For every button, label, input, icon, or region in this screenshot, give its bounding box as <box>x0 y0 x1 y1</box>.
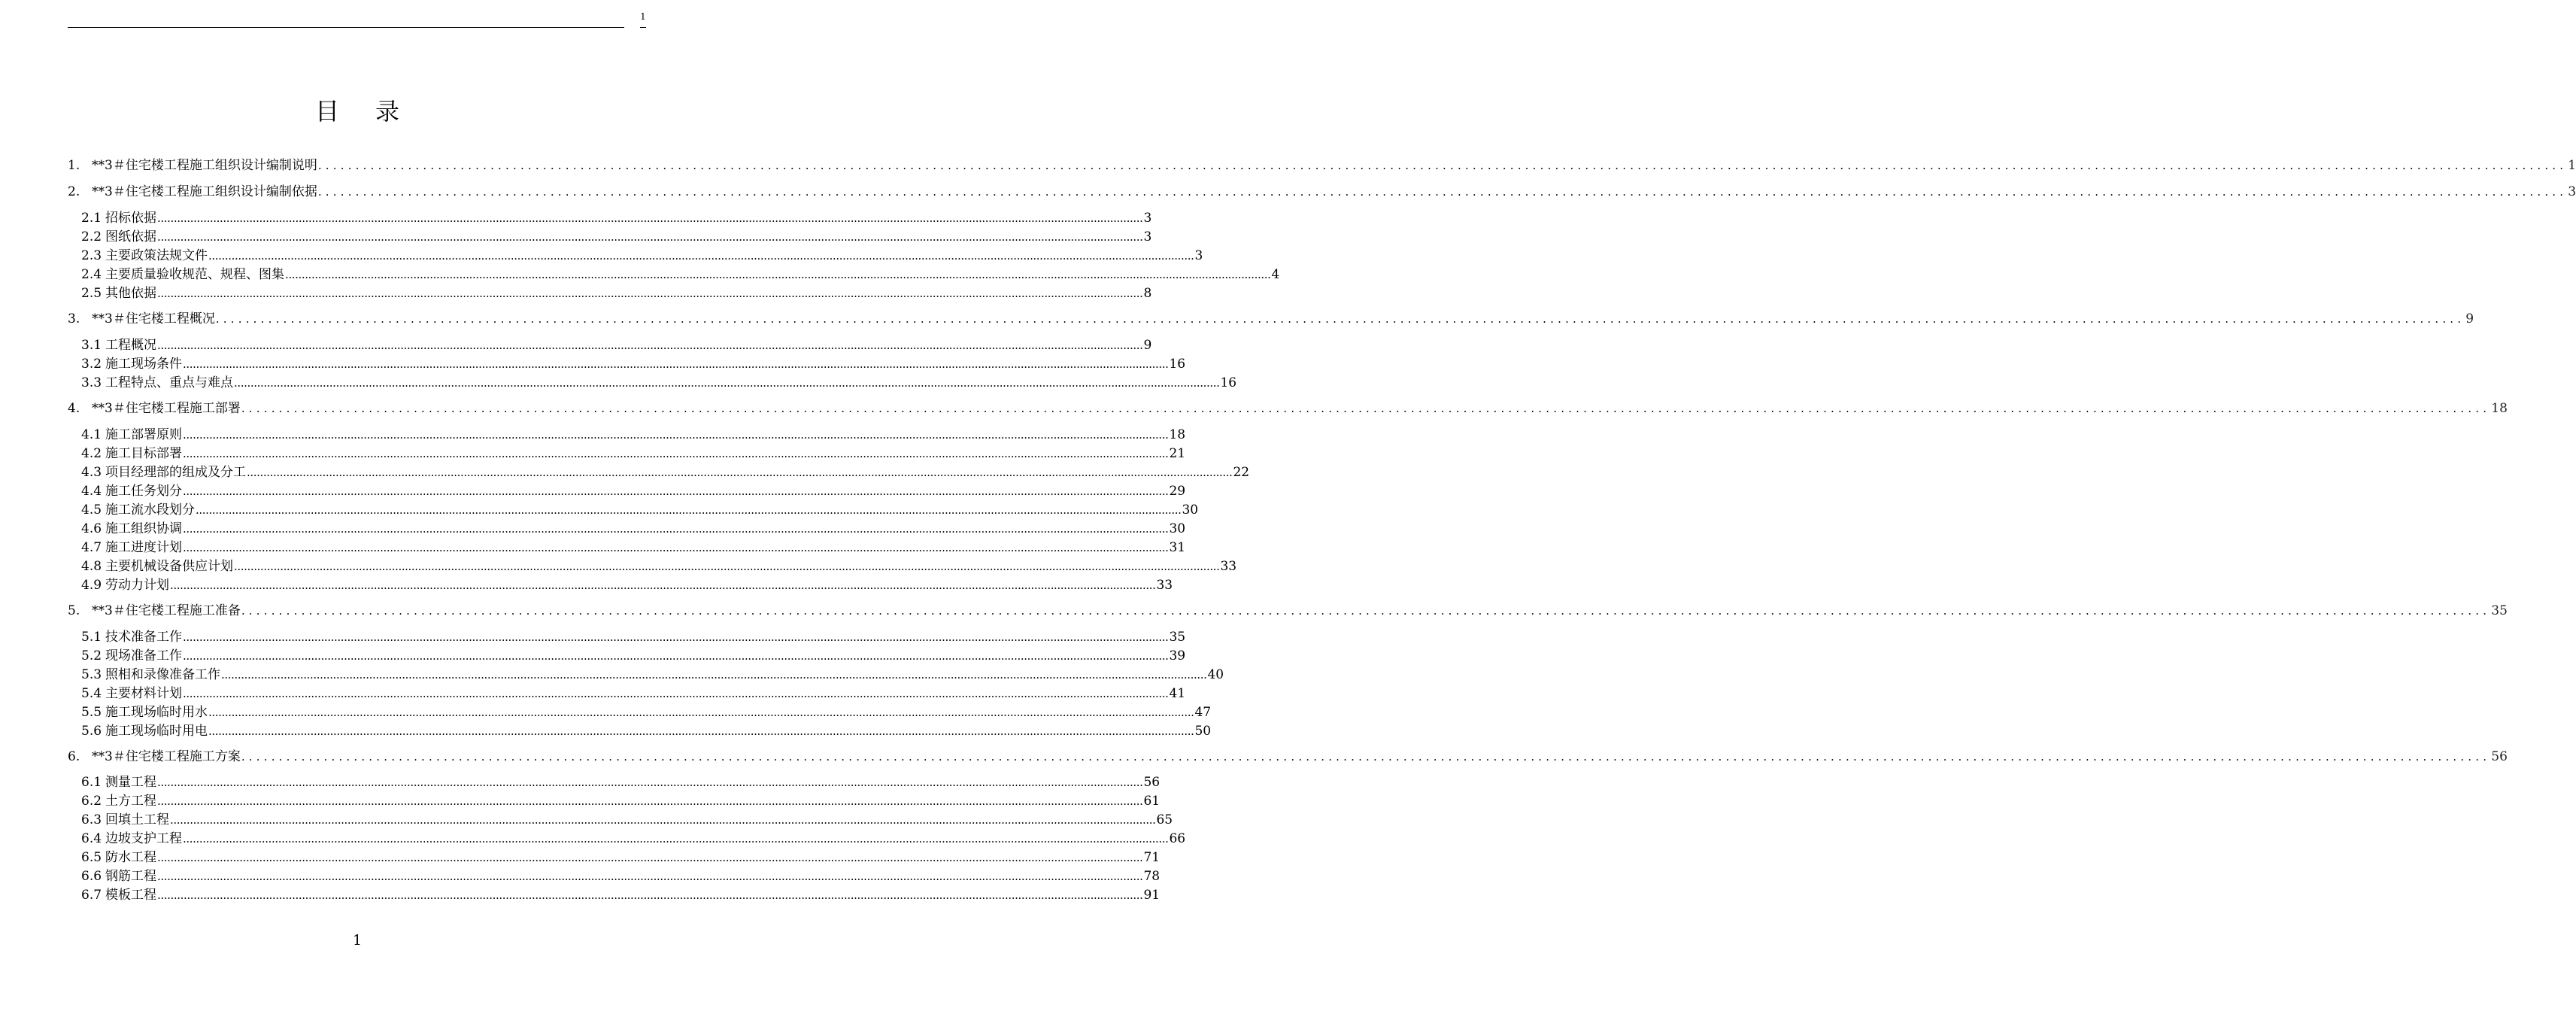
toc-entry-page: 22 <box>1233 465 1250 480</box>
toc-entry-title: **3＃住宅楼工程施工组织设计编制说明 <box>92 158 317 173</box>
toc-leader-dots: ............................................................................................................................................................................................................................................................................................................ <box>157 870 1143 883</box>
toc-chapter-row[interactable] <box>68 310 2474 328</box>
toc-entry-title: 施工现场条件 <box>105 357 183 372</box>
toc-entry-page: 33 <box>1156 578 1173 593</box>
toc-entry-page: 56 <box>2491 749 2508 764</box>
toc-entry-title: 其他依据 <box>105 286 157 301</box>
toc-section-row[interactable] <box>81 520 1186 538</box>
toc-section-row[interactable] <box>81 228 1152 246</box>
toc-leader-dots: ............................................................................................................................................................................................................................................................................................................ <box>157 339 1143 352</box>
toc-entry-title: 施工进度计划 <box>105 540 183 555</box>
toc-leader-dots: ............................................................................................................................................................................................................................................................................................................ <box>183 484 1169 498</box>
toc-entry-title: 照相和录像准备工作 <box>105 667 221 682</box>
toc-entry-page: 91 <box>1143 888 1161 903</box>
toc-section-row[interactable] <box>81 666 1224 684</box>
toc-entry-number: 5.1 <box>81 630 102 645</box>
toc-leader-dots: ............................................................................................................................................................................................................................................................................................................ <box>196 503 1182 517</box>
toc-entry-number: 3.1 <box>81 338 102 353</box>
toc-leader-dots: ............................................................................................................................................................................................................................................................................................................ <box>208 249 1194 263</box>
toc-entry-number: 6.3 <box>81 812 102 827</box>
toc-entry-page: 50 <box>1194 724 1212 739</box>
toc-leader-dots: ............................................................................................................................................................................................................................................................................................................ <box>157 851 1143 864</box>
toc-entry-page: 65 <box>1156 812 1173 827</box>
toc-section-row[interactable] <box>81 685 1186 703</box>
toc-leader-dots: ............................................................................................................................................................................................................................................................................................................ <box>247 466 1233 479</box>
toc-section-row[interactable] <box>81 722 1212 740</box>
toc-entry-number: 4.4 <box>81 484 102 499</box>
toc-entry-title: 防水工程 <box>105 850 157 865</box>
toc-leader-dots: ............................................................................................................................................................................................................................................................................................................ <box>241 604 2491 618</box>
toc-leader-dots: ............................................................................................................................................................................................................................................................................................................ <box>234 376 1220 390</box>
toc-entry-page: 9 <box>2465 311 2474 326</box>
toc-entry-page: 18 <box>1169 427 1186 442</box>
toc-entry-title: **3＃住宅楼工程施工部署 <box>92 401 241 416</box>
toc-entry-page: 9 <box>1143 338 1152 353</box>
toc-entry-number: 6. <box>68 749 80 764</box>
page-title: 目录 <box>314 97 435 126</box>
toc-entry-title: 施工现场临时用电 <box>105 724 208 739</box>
toc-entry-number: 4.8 <box>81 559 102 574</box>
toc-chapter-row[interactable] <box>68 602 2508 620</box>
footer-page-number: 1 <box>352 932 363 949</box>
toc-entry-page: 1 <box>2568 158 2576 173</box>
toc-section-row[interactable] <box>81 247 1203 265</box>
toc-entry-title: 土方工程 <box>105 794 157 809</box>
toc-leader-dots: ............................................................................................................................................................................................................................................................................................................ <box>183 832 1169 846</box>
toc-entry-page: 8 <box>1143 286 1152 301</box>
toc-entry-number: 4. <box>68 401 80 416</box>
toc-entry-number: 2. <box>68 184 80 199</box>
toc-entry-title: 主要材料计划 <box>105 686 183 701</box>
toc-leader-dots: ............................................................................................................................................................................................................................................................................................................ <box>157 211 1143 225</box>
toc-entry-number: 5.6 <box>81 724 102 739</box>
toc-entry-page: 16 <box>1220 375 1237 390</box>
toc-leader-dots: ............................................................................................................................................................................................................................................................................................................ <box>170 578 1156 592</box>
toc-chapter-row[interactable] <box>68 183 2576 201</box>
toc-section-row[interactable] <box>81 463 1250 481</box>
toc-entry-page: 61 <box>1143 794 1161 809</box>
toc-entry-page: 35 <box>1169 630 1186 645</box>
header-page-number-underline <box>640 27 646 28</box>
toc-leader-dots: ............................................................................................................................................................................................................................................................................................................ <box>317 159 2568 172</box>
toc-entry-title: 招标依据 <box>105 211 157 226</box>
toc-entry-page: 66 <box>1169 831 1186 846</box>
toc-entry-page: 35 <box>2491 603 2508 618</box>
toc-entry-page: 39 <box>1169 648 1186 663</box>
toc-entry-number: 4.2 <box>81 446 102 461</box>
toc-leader-dots: ............................................................................................................................................................................................................................................................................................................ <box>215 312 2465 326</box>
toc-section-row[interactable] <box>81 284 1152 302</box>
toc-section-row[interactable] <box>81 830 1186 848</box>
toc-entry-page: 71 <box>1143 850 1161 865</box>
toc-entry-page: 18 <box>2491 401 2508 416</box>
toc-section-row[interactable] <box>81 355 1186 373</box>
toc-leader-dots: ............................................................................................................................................................................................................................................................................................................ <box>157 794 1143 808</box>
toc-section-row[interactable] <box>81 374 1237 392</box>
toc-entry-page: 3 <box>1143 211 1152 226</box>
toc-entry-number: 6.7 <box>81 888 102 903</box>
toc-leader-dots: ............................................................................................................................................................................................................................................................................................................ <box>183 687 1169 700</box>
toc-entry-page: 40 <box>1207 667 1224 682</box>
toc-entry-number: 5.5 <box>81 705 102 720</box>
toc-entry-number: 6.6 <box>81 869 102 884</box>
toc-section-row[interactable] <box>81 266 1280 284</box>
toc-entry-page: 3 <box>1194 248 1203 263</box>
toc-entry-title: 项目经理部的组成及分工 <box>105 465 247 480</box>
toc-leader-dots: ............................................................................................................................................................................................................................................................................................................ <box>183 522 1169 536</box>
toc-section-row[interactable] <box>81 501 1199 519</box>
toc-entry-title: **3＃住宅楼工程概况 <box>92 311 215 326</box>
toc-leader-dots: ............................................................................................................................................................................................................................................................................................................ <box>221 668 1207 682</box>
toc-entry-number: 5.3 <box>81 667 102 682</box>
toc-section-row[interactable] <box>81 426 1186 444</box>
toc-entry-number: 5.2 <box>81 648 102 663</box>
toc-entry-title: **3＃住宅楼工程施工方案 <box>92 749 241 764</box>
toc-entry-title: 劳动力计划 <box>105 578 170 593</box>
toc-chapter-row[interactable] <box>68 399 2508 417</box>
toc-entry-number: 2.5 <box>81 286 102 301</box>
toc-entry-number: 6.5 <box>81 850 102 865</box>
toc-chapter-row[interactable] <box>68 748 2508 766</box>
toc-entry-number: 4.1 <box>81 427 102 442</box>
toc-leader-dots: ............................................................................................................................................................................................................................................................................................................ <box>234 560 1220 573</box>
toc-entry-title: 主要机械设备供应计划 <box>105 559 234 574</box>
toc-leader-dots: ............................................................................................................................................................................................................................................................................................................ <box>157 776 1143 789</box>
header-page-number: 1 <box>640 11 646 22</box>
toc-leader-dots: ............................................................................................................................................................................................................................................................................................................ <box>241 750 2491 764</box>
toc-section-row[interactable] <box>81 849 1161 867</box>
toc-section-row[interactable] <box>81 209 1152 227</box>
toc-section-row[interactable] <box>81 867 1161 885</box>
toc-leader-dots: ............................................................................................................................................................................................................................................................................................................ <box>285 268 1271 281</box>
toc-entry-title: 施工流水段划分 <box>105 502 196 518</box>
toc-entry-title: 现场准备工作 <box>105 648 183 663</box>
toc-entry-number: 3.2 <box>81 357 102 372</box>
toc-leader-dots: ............................................................................................................................................................................................................................................................................................................ <box>208 724 1194 738</box>
toc-entry-title: **3＃住宅楼工程施工准备 <box>92 603 241 618</box>
toc-entry-title: 回填土工程 <box>105 812 170 827</box>
toc-section-row[interactable] <box>81 773 1161 791</box>
toc-leader-dots: ............................................................................................................................................................................................................................................................................................................ <box>183 630 1169 644</box>
toc-entry-number: 2.2 <box>81 229 102 244</box>
toc-entry-number: 2.4 <box>81 267 102 282</box>
toc-entry-number: 2.1 <box>81 211 102 226</box>
toc-entry-title: 边坡支护工程 <box>105 831 183 846</box>
toc-section-row[interactable] <box>81 576 1173 594</box>
toc-entry-number: 4.3 <box>81 465 102 480</box>
toc-section-row[interactable] <box>81 557 1237 575</box>
toc-entry-title: 图纸依据 <box>105 229 157 244</box>
toc-section-row[interactable] <box>81 811 1173 829</box>
toc-entry-number: 3. <box>68 311 80 326</box>
toc-entry-title: 工程概况 <box>105 338 157 353</box>
toc-section-row[interactable] <box>81 445 1186 463</box>
toc-section-row[interactable] <box>81 647 1186 665</box>
toc-entry-page: 56 <box>1143 775 1161 790</box>
toc-entry-title: 主要政策法规文件 <box>105 248 208 263</box>
toc-leader-dots: ............................................................................................................................................................................................................................................................................................................ <box>157 230 1143 244</box>
toc-leader-dots: ............................................................................................................................................................................................................................................................................................................ <box>183 447 1169 460</box>
toc-leader-dots: ............................................................................................................................................................................................................................................................................................................ <box>170 813 1156 827</box>
toc-entry-title: 技术准备工作 <box>105 630 183 645</box>
toc-section-row[interactable] <box>81 703 1212 721</box>
toc-entry-title: **3＃住宅楼工程施工组织设计编制依据 <box>92 184 317 199</box>
toc-entry-title: 钢筋工程 <box>105 869 157 884</box>
toc-entry-number: 6.2 <box>81 794 102 809</box>
toc-entry-title: 施工部署原则 <box>105 427 183 442</box>
toc-entry-number: 6.4 <box>81 831 102 846</box>
toc-entry-title: 模板工程 <box>105 888 157 903</box>
toc-entry-number: 5.4 <box>81 686 102 701</box>
toc-leader-dots: ............................................................................................................................................................................................................................................................................................................ <box>183 649 1169 663</box>
toc-entry-page: 33 <box>1220 559 1237 574</box>
toc-section-row[interactable] <box>81 482 1186 500</box>
toc-entry-page: 41 <box>1169 686 1186 701</box>
toc-entry-number: 6.1 <box>81 775 102 790</box>
toc-entry-number: 2.3 <box>81 248 102 263</box>
toc-leader-dots: ............................................................................................................................................................................................................................................................................................................ <box>317 185 2568 199</box>
toc-entry-title: 施工现场临时用水 <box>105 705 208 720</box>
toc-chapter-row[interactable] <box>68 156 2576 175</box>
toc-section-row[interactable] <box>81 539 1186 557</box>
toc-entry-title: 测量工程 <box>105 775 157 790</box>
toc-entry-page: 4 <box>1271 267 1280 282</box>
toc-entry-page: 31 <box>1169 540 1186 555</box>
toc-entry-number: 3.3 <box>81 375 102 390</box>
toc-entry-number: 4.9 <box>81 578 102 593</box>
toc-leader-dots: ............................................................................................................................................................................................................................................................................................................ <box>157 287 1143 300</box>
toc-entry-page: 47 <box>1194 705 1212 720</box>
toc-entry-page: 29 <box>1169 484 1186 499</box>
toc-entry-page: 3 <box>2568 184 2576 199</box>
toc-entry-title: 工程特点、重点与难点 <box>105 375 234 390</box>
toc-entry-title: 施工任务划分 <box>105 484 183 499</box>
toc-section-row[interactable] <box>81 336 1152 354</box>
toc-leader-dots: ............................................................................................................................................................................................................................................................................................................ <box>183 428 1169 442</box>
toc-entry-title: 施工目标部署 <box>105 446 183 461</box>
toc-leader-dots: ............................................................................................................................................................................................................................................................................................................ <box>183 541 1169 554</box>
toc-entry-page: 78 <box>1143 869 1161 884</box>
toc-leader-dots: ............................................................................................................................................................................................................................................................................................................ <box>183 357 1169 371</box>
header-rule <box>68 27 624 28</box>
toc-entry-number: 5. <box>68 603 80 618</box>
toc-entry-page: 30 <box>1182 502 1199 518</box>
toc-entry-page: 30 <box>1169 521 1186 536</box>
toc-entry-title: 主要质量验收规范、规程、图集 <box>105 267 285 282</box>
toc-entry-page: 3 <box>1143 229 1152 244</box>
toc-entry-number: 4.5 <box>81 502 102 518</box>
toc-leader-dots: ............................................................................................................................................................................................................................................................................................................ <box>157 888 1143 902</box>
toc-section-row[interactable] <box>81 886 1161 904</box>
toc-leader-dots: ............................................................................................................................................................................................................................................................................................................ <box>241 402 2491 415</box>
toc-entry-title: 施工组织协调 <box>105 521 183 536</box>
toc-entry-number: 4.6 <box>81 521 102 536</box>
toc-section-row[interactable] <box>81 792 1161 810</box>
toc-leader-dots: ............................................................................................................................................................................................................................................................................................................ <box>208 706 1194 719</box>
toc-entry-page: 21 <box>1169 446 1186 461</box>
toc-entry-number: 4.7 <box>81 540 102 555</box>
toc-entry-page: 16 <box>1169 357 1186 372</box>
toc-entry-number: 1. <box>68 158 80 173</box>
toc-section-row[interactable] <box>81 628 1186 646</box>
